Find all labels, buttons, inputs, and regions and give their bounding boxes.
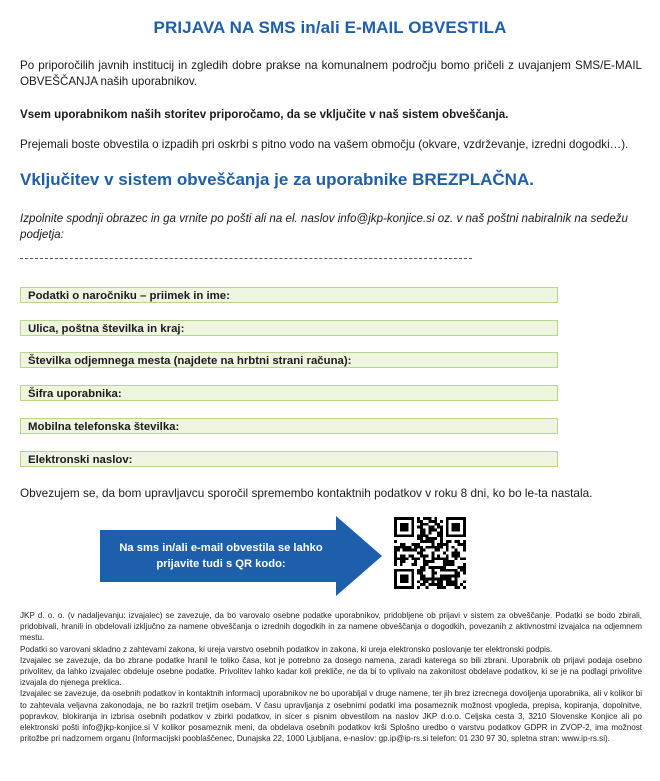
recommendation-text: Vsem uporabnikom naših storitev priporočamo, da se vključite v naš sistem obveščanja. xyxy=(20,108,509,121)
intro-paragraph: Po priporočilih javnih institucij in zgledih dobre prakse na komunalnem področju bomo pričeli z uvajanjem SMS/E-MAIL OBVEŠČANJA naših uporabnikov. xyxy=(20,59,642,88)
commitment-text: Obvezujem se, da bom upravljavcu sporočil spremembo kontaktnih podatkov v roku 8 dni, ko bo le-ta nastala. xyxy=(20,486,593,500)
qr-arrow-line2: prijavite tudi s QR kodo: xyxy=(156,558,286,570)
privacy-notice xyxy=(20,610,642,744)
instructions-text: Izpolnite spodnji obrazec in ga vrnite po pošti ali na el. naslov info@jkp-konjice.si oz. v naš poštni nabiralnik na sedežu podjetja: xyxy=(20,212,628,241)
field-user-code[interactable]: Šifra uporabnika: xyxy=(20,385,558,401)
qr-arrow-line1: Na sms in/ali e-mail obvestila se lahko xyxy=(119,542,323,554)
field-email[interactable]: Elektronski naslov: xyxy=(20,451,558,467)
field-meter-number[interactable]: Številka odjemnega mesta (najdete na hrbtni strani računa): xyxy=(20,352,558,368)
privacy-paragraph: Izvajalec se zavezuje, da osebnih podatkov in kontaktnih informacij uporabnikov ne bo uporabljal v druge namene, ter jih brez izrecnega dovoljenja uporabnika, ali v kolikor bi to zahtevala veljavna zakonodaja, ne bo razkril tretjim osebam. V času upravljanja z osebnimi podatki ima posameznik možnost vpogleda, prepisa, kopiranja, dopolnitve, popravkov, blokiranja in izbrisa osebnih podatkov v zbirki podatkov, in sicer s pisnim obvestilom na naslov JKP d.o.o. Celjska cesta 3, 3210 Slovenske Konjice ali po elektronski pošti info@jkp-konjice.si V kolikor posameznik meni, da obdelava osebnih podatkov krši Splošno uredbo o varstvu podatkov GDPR in ZVOP-2, ima možnost pritožbe pri nadzornem organu (Informacijski pooblaščenec, Dunajska 22, 1000 Ljubljana, e-naslov: gp.ip@ip-rs.si telefon: 01 230 97 30, spletna stran: www.ip-rs.si). xyxy=(20,689,642,744)
privacy-paragraph: Podatki so varovani skladno z zahtevami zakona, ki ureja varstvo osebnih podatkov in zakona, ki ureja elektronsko poslovanje ter elektronski podpis. xyxy=(20,644,553,654)
field-name[interactable]: Podatki o naročniku – priimek in ime: xyxy=(20,287,558,303)
field-mobile-phone[interactable]: Mobilna telefonska številka: xyxy=(20,418,558,434)
free-service-heading: Vključitev v sistem obveščanja je za uporabnike BREZPLAČNA. xyxy=(20,170,534,189)
qr-arrow-label xyxy=(108,540,334,572)
privacy-paragraph: JKP d. o. o. (v nadaljevanju: izvajalec) se zavezuje, da bo varovalo osebne podatke uporabnikov, pridobljene ob prijavi v sistem za obveščanje. Podatki se bodo zbirali, pridobivali, hranili in obdelovali izključno za namene obveščanja o izrednih dogodkih in za namene obveščanja o dogodkih, povezanih z aktivnostmi izvajalca na odjemnem mestu. xyxy=(20,611,642,643)
page-title: PRIJAVA NA SMS in/ali E-MAIL OBVESTILA xyxy=(153,18,507,37)
cut-line-divider xyxy=(20,258,472,259)
qr-code-icon[interactable] xyxy=(394,517,466,589)
privacy-paragraph: Izvajalec se zavezuje, da bo zbrane podatke hranil le toliko časa, kot je potrebno za dosego namena, zaradi katerega so bili zbrani. Uporabnik ob prijavi podaja osebno privolitev, da lahko izvajalec obdeluje osebne podatke. Privolitev lahko kadar koli prekliče, ne da bi to vplivalo na zakonitost obdelave podatkov, ki se je na podlagi privolitve izvajala do njenega preklica. xyxy=(20,655,642,688)
info-paragraph: Prejemali boste obvestila o izpadih pri oskrbi s pitno vodo na vašem območju (okvare, vzdrževanje, izredni dogodki…). xyxy=(20,138,629,151)
field-address[interactable]: Ulica, poštna številka in kraj: xyxy=(20,320,558,336)
